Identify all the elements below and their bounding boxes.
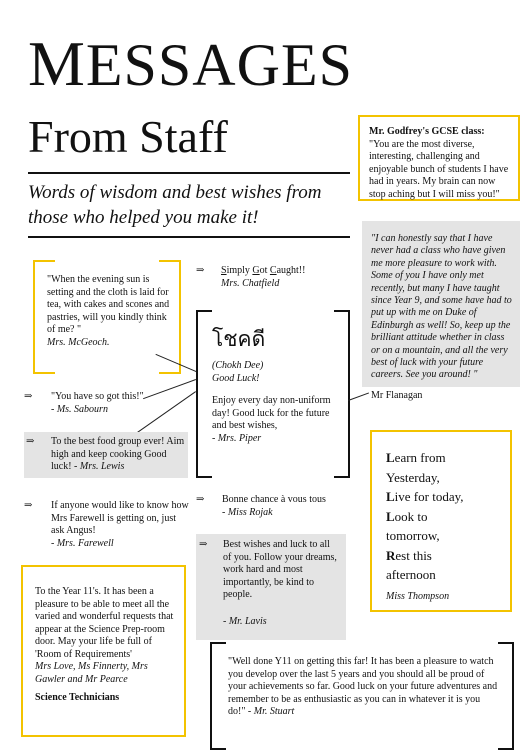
godfrey-text: "You are the most diverse, interesting, challenging and enjoyable bunch of students I have had in years. My brain can now stop aching but I will miss you!" (369, 138, 509, 200)
godfrey-message-box (358, 115, 520, 201)
thompson-line: Learn from (386, 450, 446, 465)
flanagan-message-box (362, 221, 520, 401)
piper-text: Enjoy every day non-uniform day! Good luck for the future and best wishes, (212, 395, 331, 431)
arrow-icon: ⇒ (26, 436, 35, 447)
rojak-text: Bonne chance à vous tous (222, 494, 326, 505)
arrow-icon: ⇒ (199, 539, 208, 550)
thompson-line: Look to (386, 508, 428, 524)
farewell-signature: - Mrs. Farewell (51, 537, 114, 549)
sabourn-signature: - Ms. Sabourn (51, 403, 108, 415)
chatfield-text: Simply Got Caught!! (221, 265, 306, 276)
mcgeoch-message-box (33, 260, 181, 374)
thompson-line: Rest this (386, 547, 432, 563)
technicians-message-box (21, 565, 186, 737)
technicians-text: To the Year 11's. It has been a pleasure to be able to meet all the varied and wonderful requests that appear at the Science Prep-room door. May your life be full of 'Room of Requirements' (35, 586, 174, 660)
mcgeoch-text: "When the evening sun is setting and the cloth is laid for tea, with cakes and scones and pastries, will you kindly think of me? " (47, 274, 170, 335)
technicians-signature: Science Technicians (35, 692, 120, 703)
piper-signature: - Mrs. Piper (212, 432, 262, 444)
farewell-text: If anyone would like to know how Mrs Farewell is getting on, just ask Angus! (51, 500, 189, 536)
mcgeoch-signature: Mrs. McGeoch. (47, 336, 110, 348)
stuart-bracket-right (498, 642, 514, 750)
thompson-message-box (370, 430, 512, 612)
thompson-signature: Miss Thompson (386, 590, 450, 602)
arrow-icon: ⇒ (24, 391, 33, 402)
lewis-text: To the best food group ever! Aim high and keep cooking Good luck! - Mrs. Lewis (51, 436, 185, 472)
flanagan-signature: Mr Flanagan (371, 389, 423, 401)
lavis-signature: - Mr. Lavis (223, 615, 267, 627)
sabourn-text: "You have so got this!" (51, 391, 144, 402)
piper-thai-text: โชคดี (212, 327, 266, 351)
thompson-line: afternoon (386, 567, 436, 582)
arrow-icon: ⇒ (196, 494, 205, 505)
page-subtitle: Words of wisdom and best wishes from those who helped you make it! (28, 182, 322, 228)
stuart-text: "Well done Y11 on getting this far! It has been a pleasure to watch you develop over the last 5 years and you should all be proud of your achievements so far. Good luck on your future adventures and remember to be as enthusiastic as you can in whatever it is you do!" - Mr. Stuart (228, 656, 498, 717)
lewis-message-box (24, 432, 188, 478)
page-title-line1: MESSAGES (28, 28, 353, 99)
piper-transliteration: (Chokh Dee) (212, 360, 264, 371)
stuart-message (228, 656, 498, 719)
lavis-text: Best wishes and luck to all of you. Follow your dreams, work hard and most importantly, be kind to people. (223, 539, 337, 600)
piper-message (212, 326, 340, 445)
lavis-message-box (196, 534, 346, 640)
page-title-line2: From Staff (28, 111, 228, 162)
title-rule-bottom (28, 236, 350, 238)
thompson-line: tomorrow, (386, 528, 440, 543)
flanagan-text: "I can honestly say that I have never had a class who have given me more pleasure to work with. Some of you I have only met recently, but many I have taught since Year 9, and some have had to put up with me on Duke of Edinburgh as well! So, keep up the brilliant attitude whether in class or on a mountain, and all the very best of luck with your future careers. See you around! " (371, 233, 512, 381)
piper-bracket-left (196, 310, 212, 478)
chatfield-signature: Mrs. Chatfield (221, 277, 280, 289)
chatfield-message (221, 265, 351, 290)
farewell-message (51, 500, 189, 550)
stuart-bracket-left (210, 642, 226, 750)
rojak-message (222, 494, 362, 519)
thompson-line: Live for today, (386, 489, 464, 504)
arrow-icon: ⇒ (24, 500, 33, 511)
arrow-icon: ⇒ (196, 265, 205, 276)
godfrey-heading: Mr. Godfrey's GCSE class: (369, 126, 485, 137)
technicians-names: Mrs Love, Ms Finnerty, Mrs Gawler and Mr Pearce (35, 661, 148, 685)
sabourn-message (51, 391, 191, 416)
title-rule-top (28, 172, 350, 174)
connector-line (348, 392, 369, 400)
rojak-signature: - Miss Rojak (222, 506, 273, 518)
thompson-line: Yesterday, (386, 469, 440, 485)
piper-good-luck: Good Luck! (212, 372, 260, 384)
